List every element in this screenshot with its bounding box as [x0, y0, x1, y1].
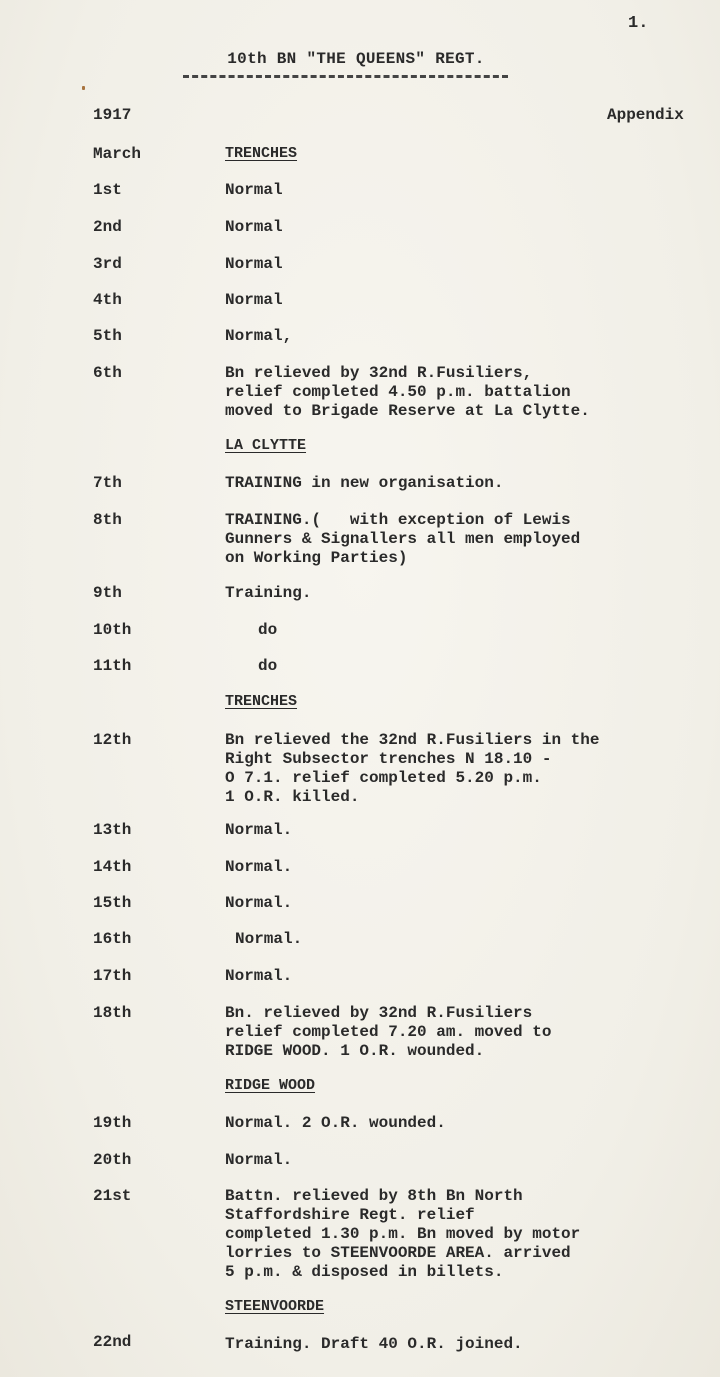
entry-text: Normal. — [225, 858, 293, 876]
ink-mark — [82, 86, 85, 90]
year-label: 1917 — [93, 106, 132, 124]
page-title: 10th BN "THE QUEENS" REGT. — [227, 50, 485, 68]
entry-text: Normal — [225, 255, 283, 273]
entry-text: Normal. — [225, 821, 293, 839]
entry-text: Normal — [225, 291, 283, 309]
appendix-label: Appendix — [607, 106, 684, 124]
entry-text: Normal — [225, 181, 283, 199]
entry-text: Normal. — [225, 1151, 293, 1169]
entry-text: Battn. relieved by 8th Bn North Staffordshire Regt. relief completed 1.30 p.m. Bn moved by motor lorries to STEENVOORDE AREA. arrived 5 p.m. & disposed in billets. — [225, 1187, 581, 1281]
page-number: 1. — [628, 14, 649, 33]
entry-text: Normal. — [235, 930, 303, 948]
section-heading-la-clytte: LA CLYTTE — [225, 437, 307, 454]
entry-date: 11th — [93, 657, 132, 675]
entry-date: 4th — [93, 291, 122, 309]
entry-text: TRAINING in new organisation. — [225, 474, 504, 492]
entry-date: 10th — [93, 621, 132, 639]
entry-date: 18th — [93, 1004, 132, 1022]
entry-date: 13th — [93, 821, 132, 839]
section-heading-steenvoorde: STEENVOORDE — [225, 1298, 325, 1315]
section-heading-trenches: TRENCHES — [225, 693, 298, 710]
entry-text: Bn relieved by 32nd R.Fusiliers, relief completed 4.50 p.m. battalion moved to Brigade Reserve at La Clytte. — [225, 364, 590, 420]
entry-text: Normal, — [225, 327, 293, 345]
entry-date: 3rd — [93, 255, 122, 273]
entry-date: 19th — [93, 1114, 132, 1132]
title-underline — [183, 75, 508, 78]
entry-date: 14th — [93, 858, 132, 876]
entry-date: 1st — [93, 181, 122, 199]
entry-date: 6th — [93, 364, 122, 382]
entry-date: 12th — [93, 731, 132, 749]
entry-text: do — [258, 657, 278, 675]
entry-date: 2nd — [93, 218, 122, 236]
entry-text: Bn relieved the 32nd R.Fusiliers in the Right Subsector trenches N 18.10 - O 7.1. relief completed 5.20 p.m. 1 O.R. killed. — [225, 731, 600, 806]
entry-date: 20th — [93, 1151, 132, 1169]
entry-text: Training. Draft 40 O.R. joined. — [225, 1335, 523, 1353]
entry-text: Training. — [225, 584, 312, 602]
entry-text: do — [258, 621, 278, 639]
entry-text: Normal. 2 O.R. wounded. — [225, 1114, 446, 1132]
section-heading-trenches: TRENCHES — [225, 145, 298, 162]
entry-date: 16th — [93, 930, 132, 948]
entry-date: 5th — [93, 327, 122, 345]
month-label: March — [93, 145, 142, 163]
entry-text: TRAINING.( with exception of Lewis Gunners & Signallers all men employed on Working Parties) — [225, 511, 581, 567]
entry-date: 7th — [93, 474, 122, 492]
entry-text: Normal. — [225, 894, 293, 912]
section-heading-ridge-wood: RIDGE WOOD — [225, 1077, 316, 1094]
entry-text: Normal — [225, 218, 283, 236]
entry-date: 22nd — [93, 1333, 132, 1351]
entry-date: 9th — [93, 584, 122, 602]
entry-date: 17th — [93, 967, 132, 985]
entry-text: Normal. — [225, 967, 293, 985]
entry-text: Bn. relieved by 32nd R.Fusiliers relief completed 7.20 am. moved to RIDGE WOOD. 1 O.R. wounded. — [225, 1004, 552, 1060]
entry-date: 21st — [93, 1187, 132, 1205]
entry-date: 15th — [93, 894, 132, 912]
entry-date: 8th — [93, 511, 122, 529]
